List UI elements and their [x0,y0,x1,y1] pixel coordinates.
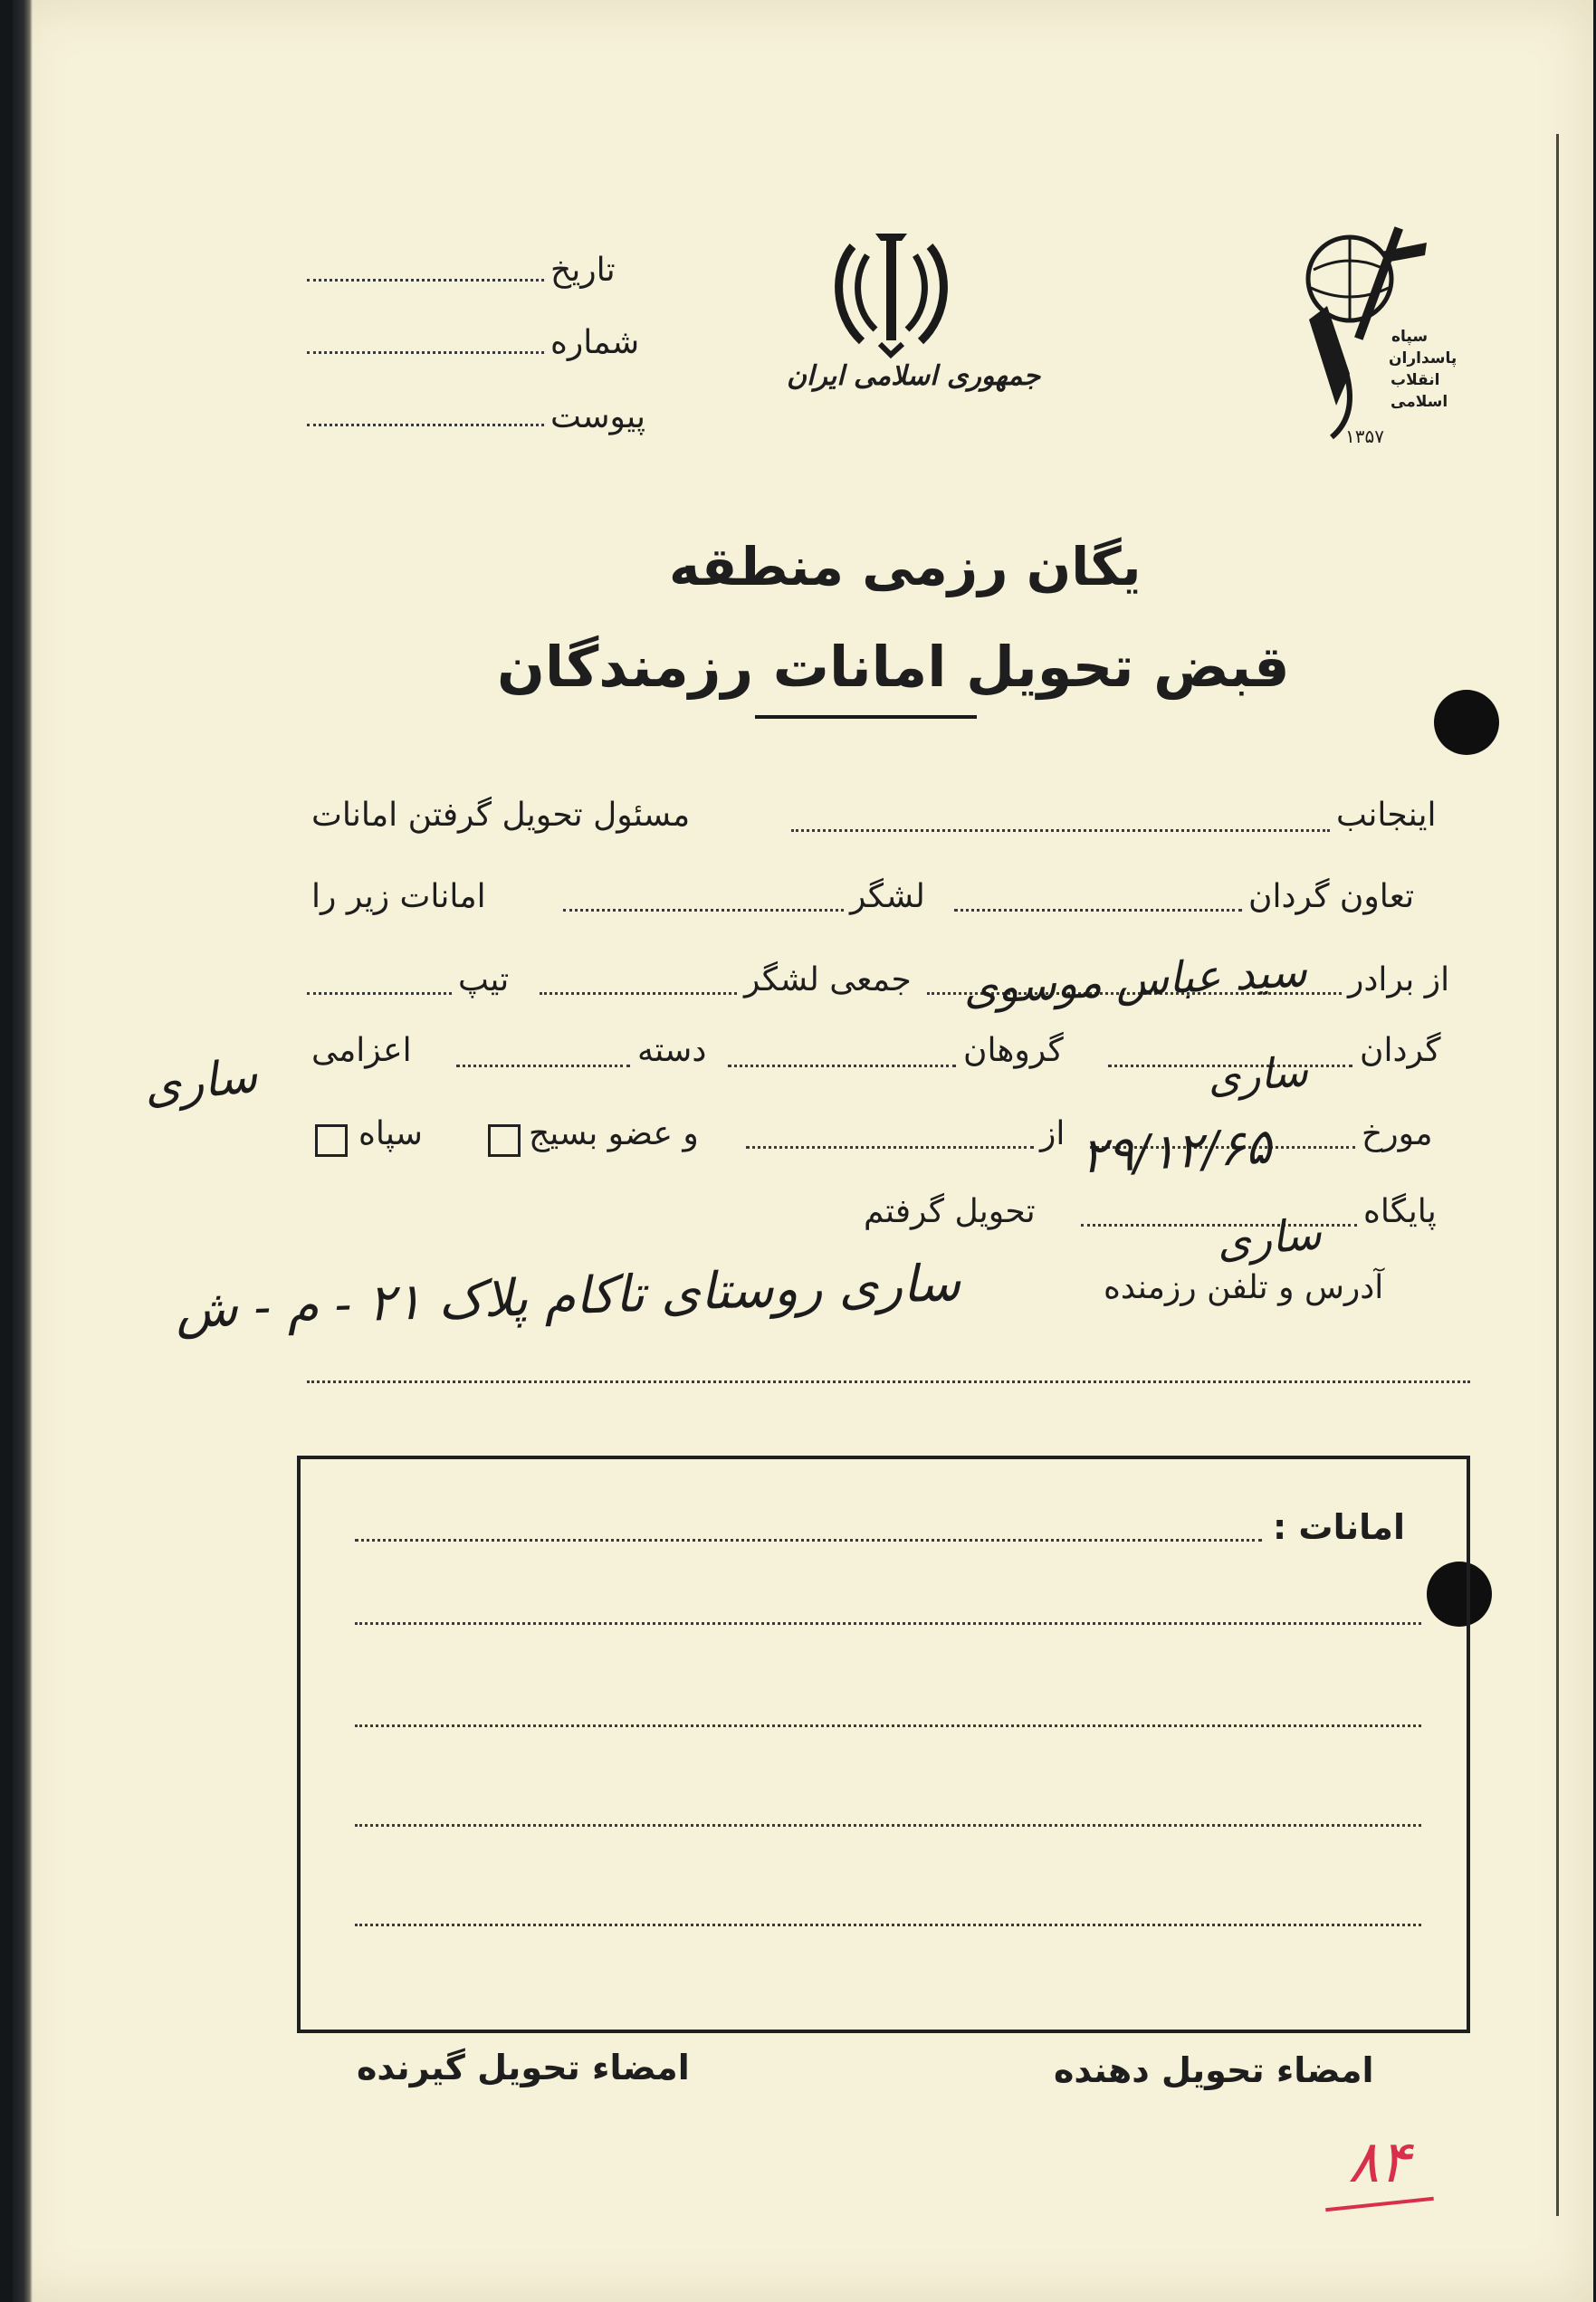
number-dots [307,351,544,354]
handwritten-address: ساری روستای تاکام پلاک ۲۱ - م - ش [175,1253,962,1341]
row7-dots-b [307,1380,1470,1383]
iran-emblem-icon [826,228,957,359]
row6-label-a: پایگاه [1363,1193,1437,1230]
row7-label-a: آدرس و تلفن رزمنده [1104,1269,1384,1306]
date-dots [307,279,544,282]
row1-label-a: اینجانب [1336,797,1437,834]
sepah-checkbox[interactable] [315,1124,348,1157]
row5-label-c: و عضو بسیج [529,1115,699,1152]
row3-label-c: تیپ [458,961,510,998]
handwritten-battalion: ساری [1206,1046,1310,1103]
handwritten-brother-name: سید عباس موسوی [961,946,1309,1015]
emblem-caption: جمهوری اسلامی ایران [787,360,1041,392]
row1-dots-a [791,829,1330,832]
items-dots-3[interactable] [355,1724,1421,1727]
right-margin-rule [1556,134,1559,2216]
items-label: امانات : [1273,1507,1405,1547]
basij-member-checkbox[interactable] [488,1124,521,1157]
row4-label-d: اعزامی [311,1032,412,1069]
items-dots-4[interactable] [355,1824,1421,1827]
attachment-dots [307,424,544,426]
document-page [13,0,1593,2302]
row4-dots-c [456,1065,630,1067]
items-dots-2[interactable] [355,1622,1421,1625]
row3-dots-b [540,992,737,995]
irgc-logo-text-2: پاسداران [1389,349,1457,368]
row4-label-a: گردان [1360,1032,1441,1069]
page-title-line1: یگان رزمی منطقه [669,536,1142,597]
row2-dots-a [954,909,1242,912]
items-dots-5[interactable] [355,1924,1421,1926]
row3-label-b: جمعی لشگر [744,961,912,998]
row4-label-c: دسته [637,1032,707,1069]
punch-hole-top [1434,690,1499,755]
row4-label-b: گروهان [963,1032,1064,1069]
signature-receiver-label: امضاء تحویل گیرنده [357,2048,690,2087]
scan-dark-edge [13,0,33,2302]
row5-label-a: مورخ [1362,1115,1433,1152]
row1-label-b: مسئول تحویل گرفتن امانات [311,797,691,834]
archive-number: ۸۴ [1348,2129,1410,2196]
archive-number-underline [1325,2197,1434,2212]
page-title-line2: قبض تحویل امانات رزمندگان [497,634,1290,700]
row2-dots-b [563,909,844,912]
row3-dots-c [307,992,452,995]
row6-label-b: تحویل گرفتم [864,1193,1036,1230]
attachment-label: پیوست [550,398,645,435]
row3-label-a: از برادر [1348,961,1450,998]
irgc-logo-year: ۱۳۵۷ [1345,425,1384,447]
handwritten-dispatch: ساری [141,1048,261,1115]
row2-label-c: امانات زیر را [311,878,486,915]
handwritten-base: ساری [1214,1208,1324,1268]
irgc-logo-text-1: سپاه [1391,328,1429,346]
items-dots-1[interactable] [355,1539,1262,1542]
row4-dots-b [728,1065,956,1067]
irgc-logo-text-4: اسلامی [1391,393,1448,411]
signature-giver-label: امضاء تحویل دهنده [1054,2050,1374,2090]
handwritten-date: ۲۹/۱۲/۶۵ [1079,1117,1273,1185]
row5-label-d: سپاه [358,1115,423,1152]
row5-dots-b [746,1146,1034,1149]
irgc-logo-text-3: انقلاب [1391,371,1440,389]
number-label: شماره [550,324,640,361]
date-label: تاریخ [550,252,616,289]
row5-label-b: از [1040,1115,1066,1152]
title-underline [755,715,977,719]
row2-label-a: تعاون گردان [1248,878,1415,915]
row2-label-b: لشگر [850,878,925,915]
